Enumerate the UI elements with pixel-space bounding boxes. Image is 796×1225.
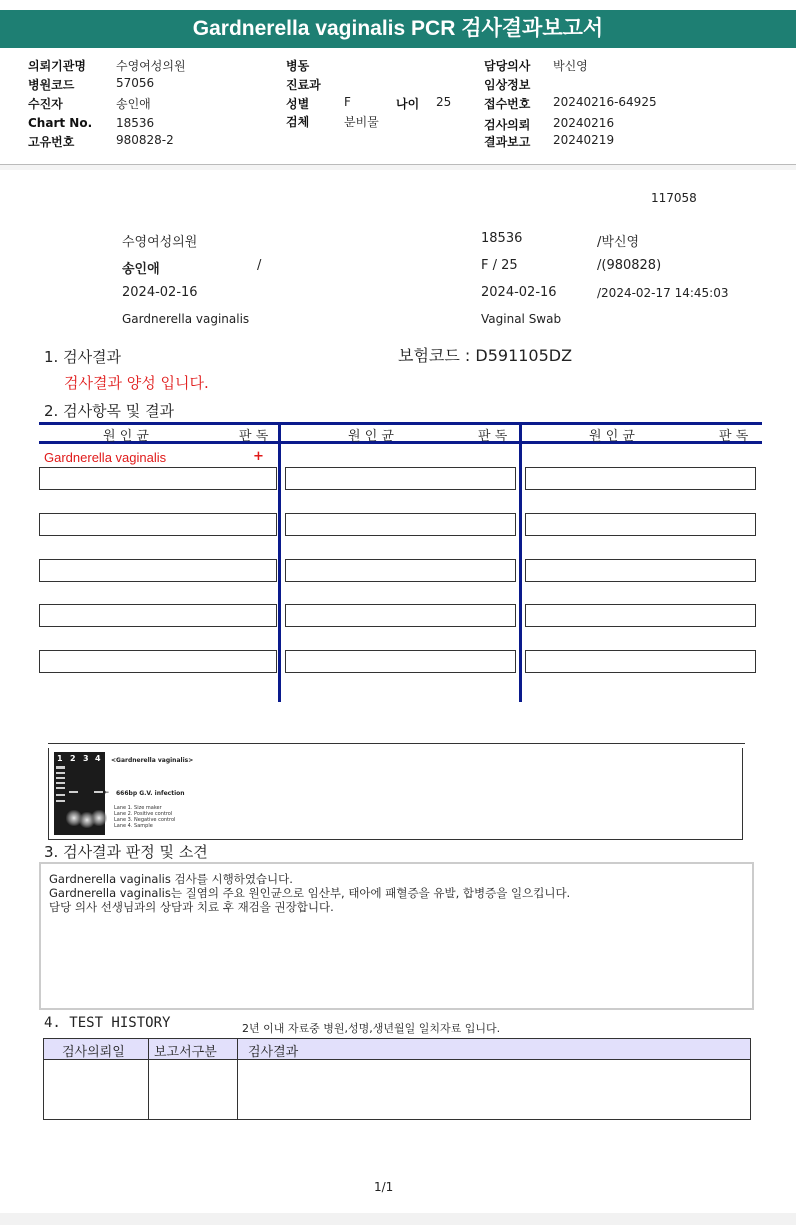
label-unique-no: 고유번호	[28, 135, 75, 149]
label-specimen: 검체	[286, 115, 310, 129]
result-cell	[39, 559, 277, 582]
gel-band-label: 666bp G.V. infection	[116, 790, 185, 797]
ladder-band	[56, 787, 65, 789]
col-header-judge-3: 판 독	[719, 429, 749, 444]
section4-title: 4. TEST HISTORY	[44, 1015, 171, 1031]
gel-legend-2: Lane 2. Positive control	[114, 811, 173, 817]
result-cell	[285, 467, 516, 490]
label-ward: 병동	[286, 59, 310, 73]
gel-legend-3: Lane 3. Negative control	[114, 817, 176, 823]
result-cell	[285, 559, 516, 582]
body-clinic: 수영여성의원	[122, 235, 198, 250]
header-divider	[0, 164, 796, 170]
value-specimen: 분비물	[344, 115, 379, 129]
result-cell	[39, 513, 277, 536]
result-positive-text: 검사결과 양성 입니다.	[64, 374, 209, 392]
lane-number: 4	[95, 754, 101, 763]
ladder-band	[56, 772, 65, 774]
section3-title: 3. 검사결과 판정 및 소견	[44, 843, 208, 861]
value-requesting-org: 수영여성의원	[116, 59, 186, 73]
result-cell	[525, 604, 756, 627]
gel-top-rule	[48, 743, 745, 744]
body-date-right: /2024-02-17 14:45:03	[597, 286, 729, 300]
history-th-report-type: 보고서구분	[154, 1045, 217, 1060]
value-request-date: 20240216	[553, 116, 615, 130]
body-patient: 송인애	[122, 262, 160, 277]
label-requesting-org: 의뢰기관명	[28, 59, 86, 73]
result-cell	[285, 650, 516, 673]
lane-number: 3	[83, 754, 89, 763]
history-header-row	[44, 1039, 750, 1060]
label-request-date: 검사의뢰	[484, 118, 531, 132]
label-patient: 수진자	[28, 97, 63, 111]
gel-title: <Gardnerella vaginalis>	[111, 757, 194, 764]
band-arrow: ←	[104, 789, 110, 796]
value-report-date: 20240219	[553, 133, 615, 147]
label-clinical-info: 임상정보	[484, 78, 531, 92]
body-doctor: /박신영	[597, 235, 640, 250]
ladder-band	[56, 794, 65, 796]
result-cell	[525, 650, 756, 673]
value-hospital-code: 57056	[116, 76, 155, 90]
col-header-judge-2: 판 독	[478, 429, 508, 444]
value-unique-no: 980828-2	[116, 133, 174, 147]
result-cell	[525, 559, 756, 582]
label-department: 진료과	[286, 78, 321, 92]
ladder-band	[56, 766, 65, 769]
result-cell	[285, 604, 516, 627]
history-col-divider	[148, 1039, 149, 1119]
label-age: 나이	[396, 97, 420, 111]
label-chart-no: Chart No.	[28, 116, 93, 130]
document-number: 117058	[651, 191, 697, 205]
lane-number: 2	[70, 754, 76, 763]
label-report-date: 결과보고	[484, 135, 531, 149]
positive-band	[69, 791, 78, 793]
gel-legend-1: Lane 1. Size maker	[114, 805, 162, 811]
value-patient: 송인애	[116, 97, 151, 111]
body-test-name: Gardnerella vaginalis	[122, 312, 250, 326]
grid-divider-2	[519, 422, 522, 702]
body-birth: /(980828)	[597, 258, 662, 273]
body-sex-age: F / 25	[481, 258, 518, 273]
result-cell	[525, 467, 756, 490]
label-hospital-code: 병원코드	[28, 78, 75, 92]
result-cell	[39, 604, 277, 627]
ladder-band	[56, 782, 65, 784]
ladder-band	[56, 800, 65, 802]
body-specimen: Vaginal Swab	[481, 312, 562, 326]
label-receipt-no: 접수번호	[484, 97, 531, 111]
result-judgement: +	[253, 449, 264, 464]
col-header-pathogen-1: 원 인 균	[103, 429, 149, 444]
grid-divider-1	[278, 422, 281, 702]
finding-line: Gardnerella vaginalis 검사를 시행하였습니다.	[49, 872, 293, 886]
value-chart-no: 18536	[116, 116, 155, 130]
page-number: 1/1	[374, 1180, 394, 1194]
primer-dimer	[91, 810, 107, 826]
history-th-result: 검사결과	[248, 1045, 299, 1060]
lane-number: 1	[57, 754, 63, 763]
history-note: 2년 이내 자료중 병원,성명,생년월일 일치자료 입니다.	[242, 1022, 501, 1035]
sample-band	[94, 791, 103, 793]
body-chart-no: 18536	[481, 231, 523, 246]
value-doctor: 박신영	[553, 59, 588, 73]
value-age: 25	[436, 95, 452, 109]
finding-line: Gardnerella vaginalis는 질염의 주요 원인균으로 임산부, 태아에 패혈증을 유발, 합병증을 일으킵니다.	[49, 886, 571, 900]
gel-electrophoresis-image	[54, 752, 105, 835]
findings-box	[39, 862, 754, 1010]
section2-title: 2. 검사항목 및 결과	[44, 402, 175, 420]
body-date-left: 2024-02-16	[122, 285, 198, 300]
result-cell	[39, 650, 277, 673]
body-patient-slash: /	[257, 258, 262, 273]
ladder-band	[56, 777, 65, 779]
label-sex: 성별	[286, 97, 310, 111]
col-header-pathogen-2: 원 인 균	[348, 429, 394, 444]
result-pathogen: Gardnerella vaginalis	[44, 450, 167, 465]
result-cell	[39, 467, 277, 490]
value-receipt-no: 20240216-64925	[553, 95, 657, 109]
history-th-request-date: 검사의뢰일	[62, 1045, 125, 1060]
col-header-judge-1: 판 독	[239, 429, 269, 444]
result-cell	[525, 513, 756, 536]
gel-legend-4: Lane 4. Sample	[114, 823, 153, 829]
value-sex: F	[344, 95, 351, 109]
section1-title: 1. 검사결과	[44, 348, 122, 366]
result-cell	[285, 513, 516, 536]
report-title: Gardnerella vaginalis PCR 검사결과보고서	[0, 10, 796, 48]
col-header-pathogen-3: 원 인 균	[589, 429, 635, 444]
insurance-code: 보험코드 : D591105DZ	[398, 346, 573, 365]
body-date-mid: 2024-02-16	[481, 285, 557, 300]
label-doctor: 담당의사	[484, 59, 531, 73]
history-table	[43, 1038, 751, 1120]
finding-line: 담당 의사 선생님과의 상담과 치료 후 재검을 권장합니다.	[49, 900, 334, 914]
history-col-divider	[237, 1039, 238, 1119]
